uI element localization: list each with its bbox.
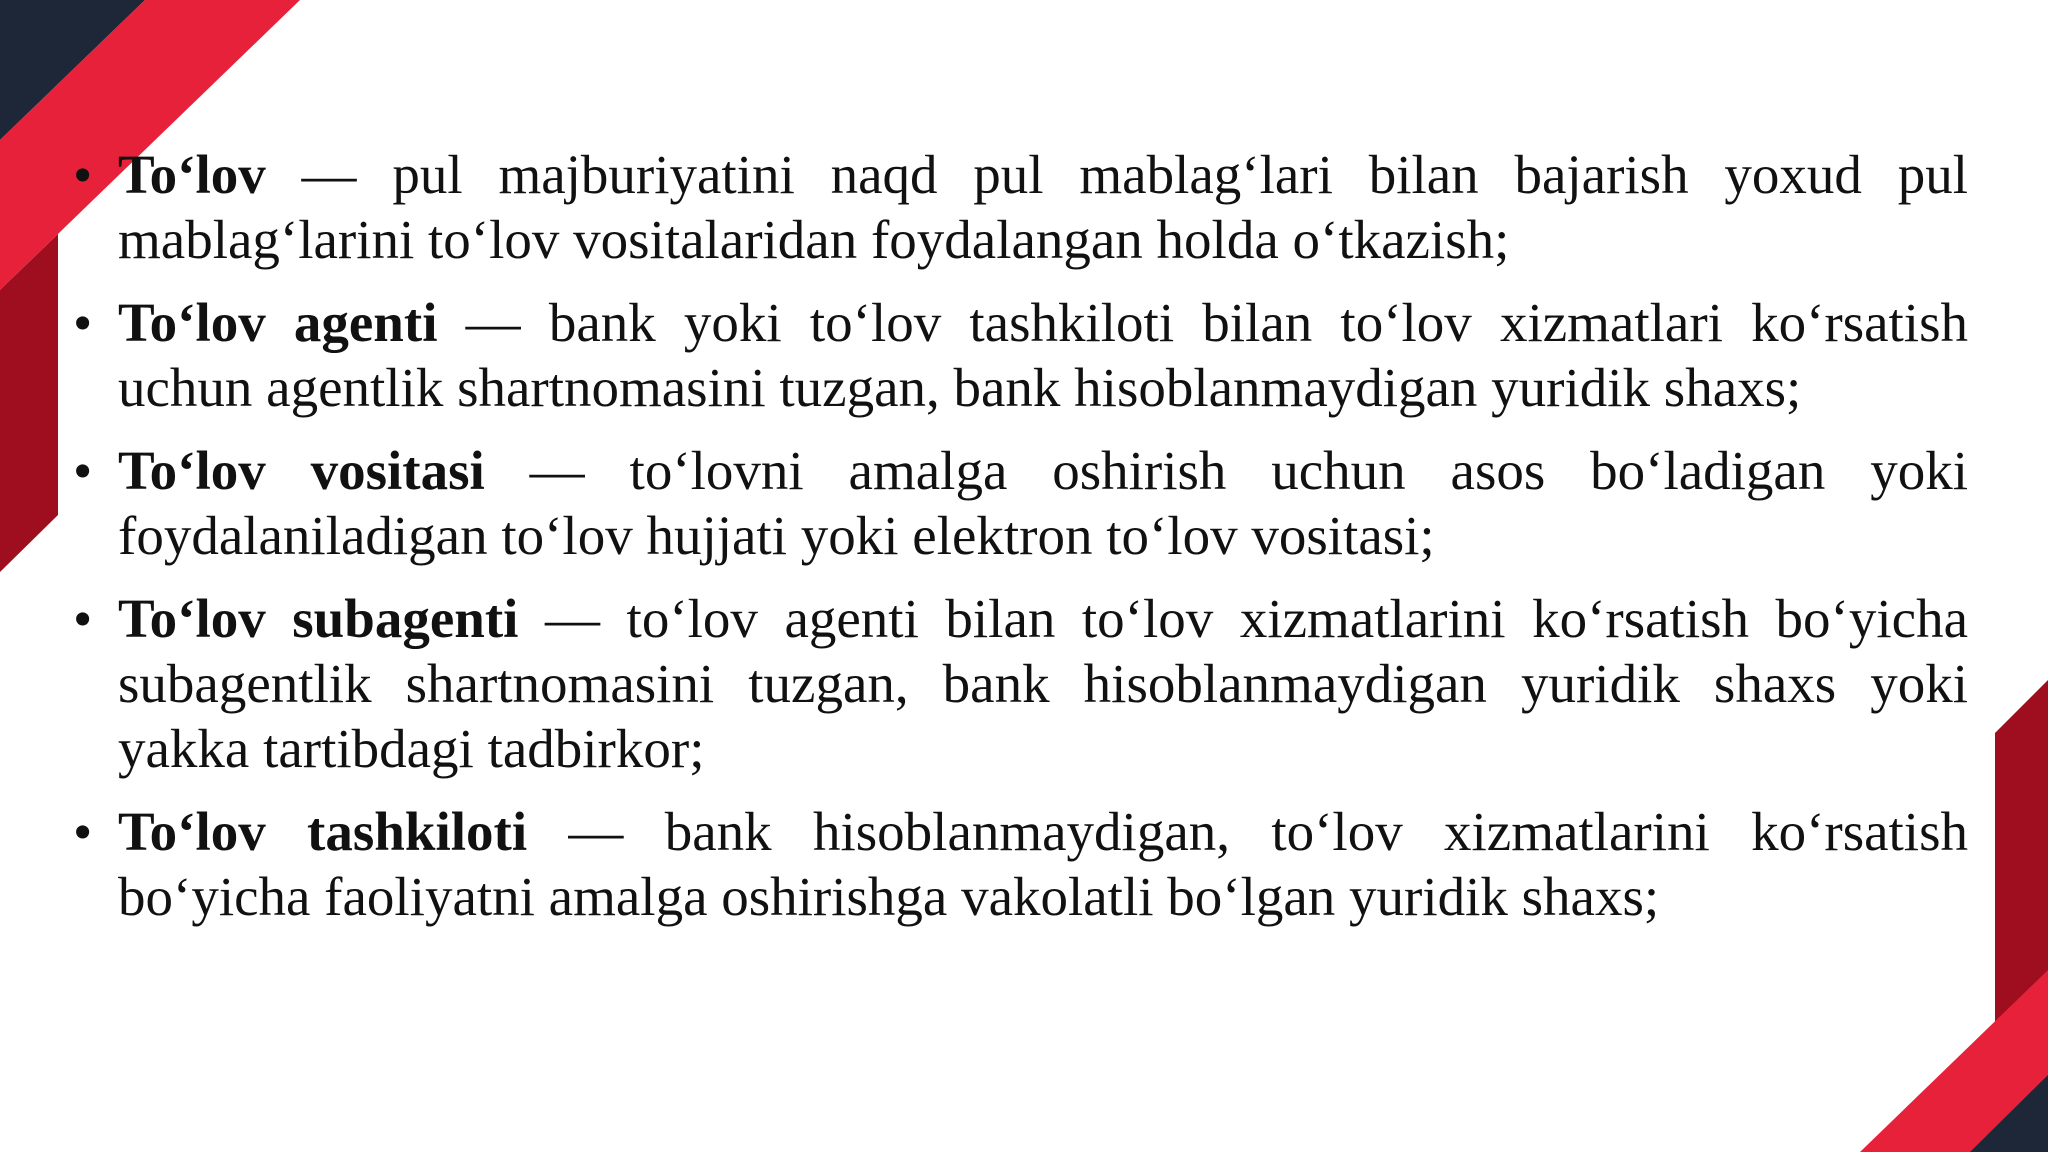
definition-text: — bank yoki to‘lov tashkiloti bilan to‘lov xizmatlari ko‘rsatish uchun agentlik shartnomasini tuzgan, bank hisoblanmaydigan yuridik shaxs; xyxy=(118,292,1968,418)
list-item xyxy=(70,799,1968,929)
content-area xyxy=(70,142,1968,947)
definition-text: — pul majburiyatini naqd pul mablag‘lari bilan bajarish yoxud pul mablag‘larini to‘lov vositalaridan foydalangan holda o‘tkazish; xyxy=(118,144,1968,270)
definitions-list xyxy=(70,142,1968,929)
list-item xyxy=(70,290,1968,420)
term-tolov-agenti: To‘lov agenti xyxy=(118,292,438,353)
bullet-icon: • xyxy=(73,801,93,862)
left-dark-red-strip xyxy=(0,234,58,572)
bullet-icon: • xyxy=(73,144,93,205)
list-item xyxy=(70,142,1968,272)
definition-text: — to‘lov agenti bilan to‘lov xizmatlarini ko‘rsatish bo‘yicha subagentlik shartnomasini tuzgan, bank hisoblanmaydigan yuridik shaxs yoki yakka tartibdagi tadbirkor; xyxy=(118,588,1968,779)
list-item xyxy=(70,586,1968,781)
term-tolov-vositasi: To‘lov vositasi xyxy=(118,440,485,501)
list-item xyxy=(70,438,1968,568)
definition-text: — to‘lovni amalga oshirish uchun asos bo‘ladigan yoki foydalaniladigan to‘lov hujjati yoki elektron to‘lov vositasi; xyxy=(118,440,1968,566)
bullet-icon: • xyxy=(73,292,93,353)
definition-text: — bank hisoblanmaydigan, to‘lov xizmatlarini ko‘rsatish bo‘yicha faoliyatni amalga oshirishga vakolatli bo‘lgan yuridik shaxs; xyxy=(118,801,1968,927)
bullet-icon: • xyxy=(73,440,93,501)
term-tolov-subagenti: To‘lov subagenti xyxy=(118,588,519,649)
term-tolov: To‘lov xyxy=(118,144,266,205)
term-tolov-tashkiloti: To‘lov tashkiloti xyxy=(118,801,528,862)
bullet-icon: • xyxy=(73,588,93,649)
